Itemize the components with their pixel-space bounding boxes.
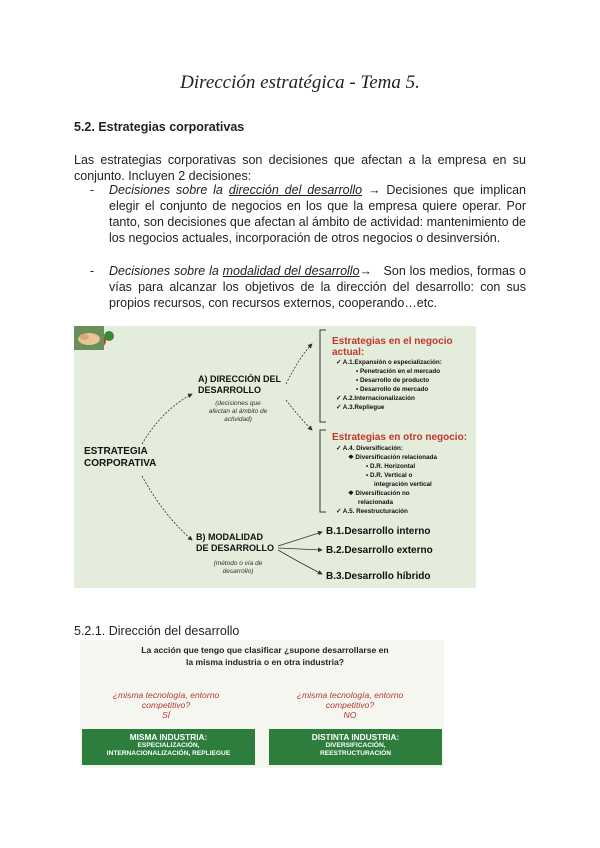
arrow-icon: → (368, 183, 381, 197)
item-desarrollo-mercado: • Desarrollo de mercado (356, 386, 429, 393)
bullet-modalidad (90, 263, 526, 311)
modality-b1: B.1.Desarrollo interno (326, 526, 431, 537)
branch-b-note: (método o vía de desarrollo) (213, 560, 263, 575)
item-a3: ✓ A.3.Repliegue (336, 404, 385, 411)
box-line: INTERNACIONALIZACIÓN, REPLIEGUE (106, 750, 231, 757)
item-dr-horizontal: • D.R. Horizontal (366, 463, 416, 470)
group-actual-title: Estrategias en el negocio actual: (332, 336, 453, 358)
item-a4: ✓ A.4. Diversificación: (336, 445, 403, 452)
bullet-direccion (90, 182, 526, 246)
strategy-diagram (74, 326, 476, 588)
root-label: ESTRATEGIA CORPORATIVA (84, 446, 157, 469)
distinta-industria-box (269, 729, 442, 765)
intro-paragraph: Las estrategias corporativas son decisiones que afectan a la empresa en su conjunto. Incluyen 2 decisiones: (74, 153, 526, 183)
branch-a-title: A) DIRECCIÓN DEL DESARROLLO (198, 374, 281, 395)
bullet-dash: - (90, 183, 95, 197)
bullet-dash: - (90, 264, 95, 278)
item-penetracion: • Penetración en el mercado (356, 368, 441, 375)
item-relacionada: relacionada (358, 499, 393, 506)
box-line: DIVERSIFICACIÓN, (325, 742, 386, 749)
box-title: MISMA INDUSTRIA: (129, 732, 208, 742)
bracket-actual (320, 330, 326, 422)
item-div-relacionada: ❖ Diversificación relacionada (348, 454, 437, 461)
box-line: ESPECIALIZACIÓN, (137, 742, 200, 749)
connector-b2 (278, 548, 322, 550)
bullet-body: Son los medios, formas o vías para alcanzar los objetivos de la dirección del desarrollo: con sus propios recursos, con recursos externos, cooperando…etc. (109, 264, 526, 310)
bullet-text (109, 263, 526, 311)
criterion-right: ¿misma tecnología, entorno competitivo? NO (296, 690, 404, 720)
modality-b2: B.2.Desarrollo externo (326, 545, 433, 556)
box-title: DISTINTA INDUSTRIA: (311, 732, 400, 742)
bullet-lead-underlined: dirección del desarrollo (228, 183, 363, 197)
bullet-body: Decisiones que implican elegir el conjunto de negocios en los que la empresa quiere operar. Por tanto, son decisiones que afectan al ámbito de actividad: mantenimiento de los negocios actuales, incorporación de otros negocios o desinversión. (109, 183, 527, 245)
item-desarrollo-producto: • Desarrollo de producto (356, 377, 430, 384)
misma-industria-box (82, 729, 255, 765)
item-a1: ✓ A.1.Expansión o especialización: (336, 359, 442, 366)
connector-a-otro (286, 400, 312, 430)
classification-question: La acción que tengo que clasificar ¿supone desarrollarse en la misma industria o en otra industria? (141, 645, 389, 667)
handshake-icon (74, 326, 104, 350)
item-dr-vertical: • D.R. Vertical o (366, 472, 413, 479)
item-div-no-relacionada: ❖ Diversificación no (348, 490, 410, 497)
connector-root-b (142, 476, 192, 540)
page-title: Dirección estratégica - Tema 5. (180, 72, 420, 93)
industry-diagram (80, 640, 444, 768)
bullet-lead: Decisiones sobre la (109, 264, 223, 278)
item-integracion-vertical: integración vertical (374, 481, 432, 488)
criterion-left: ¿misma tecnología, entorno competitivo? SÍ (112, 690, 220, 720)
bullet-lead-underlined: modalidad del desarrollo (222, 264, 360, 278)
bracket-otro (320, 430, 326, 512)
modality-b3: B.3.Desarrollo híbrido (326, 571, 431, 582)
connector-a-actual (286, 344, 312, 384)
subsection-heading: 5.2.1. Dirección del desarrollo (74, 624, 240, 638)
bullet-lead: Decisiones sobre la (109, 183, 229, 197)
connector-root-a (142, 394, 192, 444)
item-a2: ✓ A.2.Internacionalización (336, 395, 415, 402)
branch-b-title: B) MODALIDAD DE DESARROLLO (196, 532, 275, 553)
branch-a-note: (decisiones que afectan al ámbito de actividad) (208, 400, 268, 423)
box-line: REESTRUCTURACIÓN (319, 750, 392, 757)
bullet-text (109, 182, 526, 246)
connector-b3 (278, 550, 322, 574)
arrow-icon: → (359, 264, 373, 278)
item-a5: ✓ A.5. Reestructuración (336, 508, 408, 515)
connector-b1 (278, 532, 322, 546)
group-otro-title: Estrategias en otro negocio: (332, 432, 468, 443)
section-heading: 5.2. Estrategias corporativas (74, 120, 245, 134)
